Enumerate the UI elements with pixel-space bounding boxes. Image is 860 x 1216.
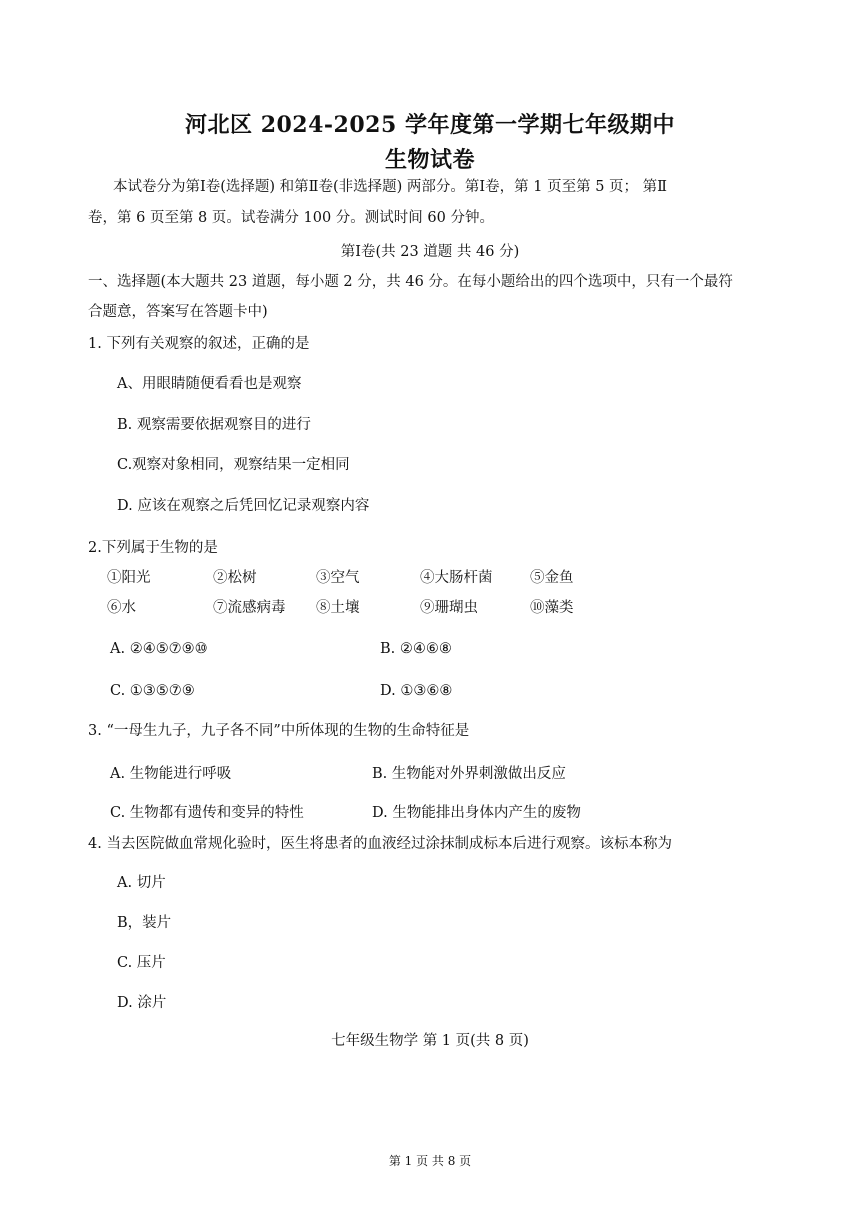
item-8: ⑧土壤 [316, 600, 360, 616]
option-a: A. ②④⑤⑦⑨⑩ [110, 641, 208, 657]
option-d: D. 应该在观察之后凭回忆记录观察内容 [117, 498, 370, 514]
option-c: C. 压片 [117, 955, 166, 971]
intro-text-line2: 卷，第 6 页至第 8 页。试卷满分 100 分。测试时间 60 分钟。 [88, 210, 494, 226]
option-c: C. ①③⑤⑦⑨ [110, 683, 195, 699]
instructions-line1: 一、选择题(本大题共 23 道题，每小题 2 分，共 46 分。在每小题给出的四个选项中，只有一个最符 [88, 274, 733, 290]
item-7: ⑦流感病毒 [213, 600, 286, 616]
option-c: C. 生物都有遗传和变异的特性 [110, 805, 304, 821]
instructions-line2: 合题意，答案写在答题卡中) [88, 304, 268, 320]
question-stem: 3. “一母生九子，九子各不同”中所体现的生物的生命特征是 [88, 723, 470, 739]
page-footer: 七年级生物学 第 1 页(共 8 页) [331, 1033, 529, 1049]
option-b: B，装片 [117, 915, 172, 931]
option-a: A. 生物能进行呼吸 [110, 766, 232, 782]
option-b: B. 观察需要依据观察目的进行 [117, 417, 311, 433]
item-3: ③空气 [316, 570, 360, 586]
question-stem: 2.下列属于生物的是 [88, 540, 218, 556]
item-4: ④大肠杆菌 [420, 570, 493, 586]
item-9: ⑨珊瑚虫 [420, 600, 478, 616]
section-heading: 第Ⅰ卷(共 23 道题 共 46 分) [340, 244, 520, 260]
item-10: ⑩藻类 [530, 600, 574, 616]
page-subtitle: 生物试卷 [384, 147, 475, 173]
option-d: D. 生物能排出身体内产生的废物 [372, 805, 581, 821]
option-a: A. 切片 [117, 875, 166, 891]
page-title: 河北区 2024-2025 学年度第一学期七年级期中 [185, 112, 675, 138]
option-a: A、用眼睛随便看看也是观察 [117, 376, 302, 392]
page-number: 第 1 页 共 8 页 [388, 1154, 472, 1168]
option-b: B. 生物能对外界刺激做出反应 [372, 766, 566, 782]
option-d: D. ①③⑥⑧ [380, 683, 453, 699]
item-6: ⑥水 [107, 600, 136, 616]
intro-text-line1: 本试卷分为第Ⅰ卷(选择题) 和第Ⅱ卷(非选择题) 两部分。第Ⅰ卷，第 1 页至第 5 页； 第Ⅱ [113, 179, 668, 195]
option-b: B. ②④⑥⑧ [380, 641, 452, 657]
question-stem: 4. 当去医院做血常规化验时，医生将患者的血液经过涂抹制成标本后进行观察。该标本称为 [88, 836, 672, 852]
item-1: ①阳光 [107, 570, 151, 586]
item-2: ②松树 [213, 570, 257, 586]
option-c: C.观察对象相同，观察结果一定相同 [117, 457, 350, 473]
item-5: ⑤金鱼 [530, 570, 574, 586]
option-d: D. 涂片 [117, 995, 167, 1011]
question-stem: 1. 下列有关观察的叙述，正确的是 [88, 336, 310, 352]
